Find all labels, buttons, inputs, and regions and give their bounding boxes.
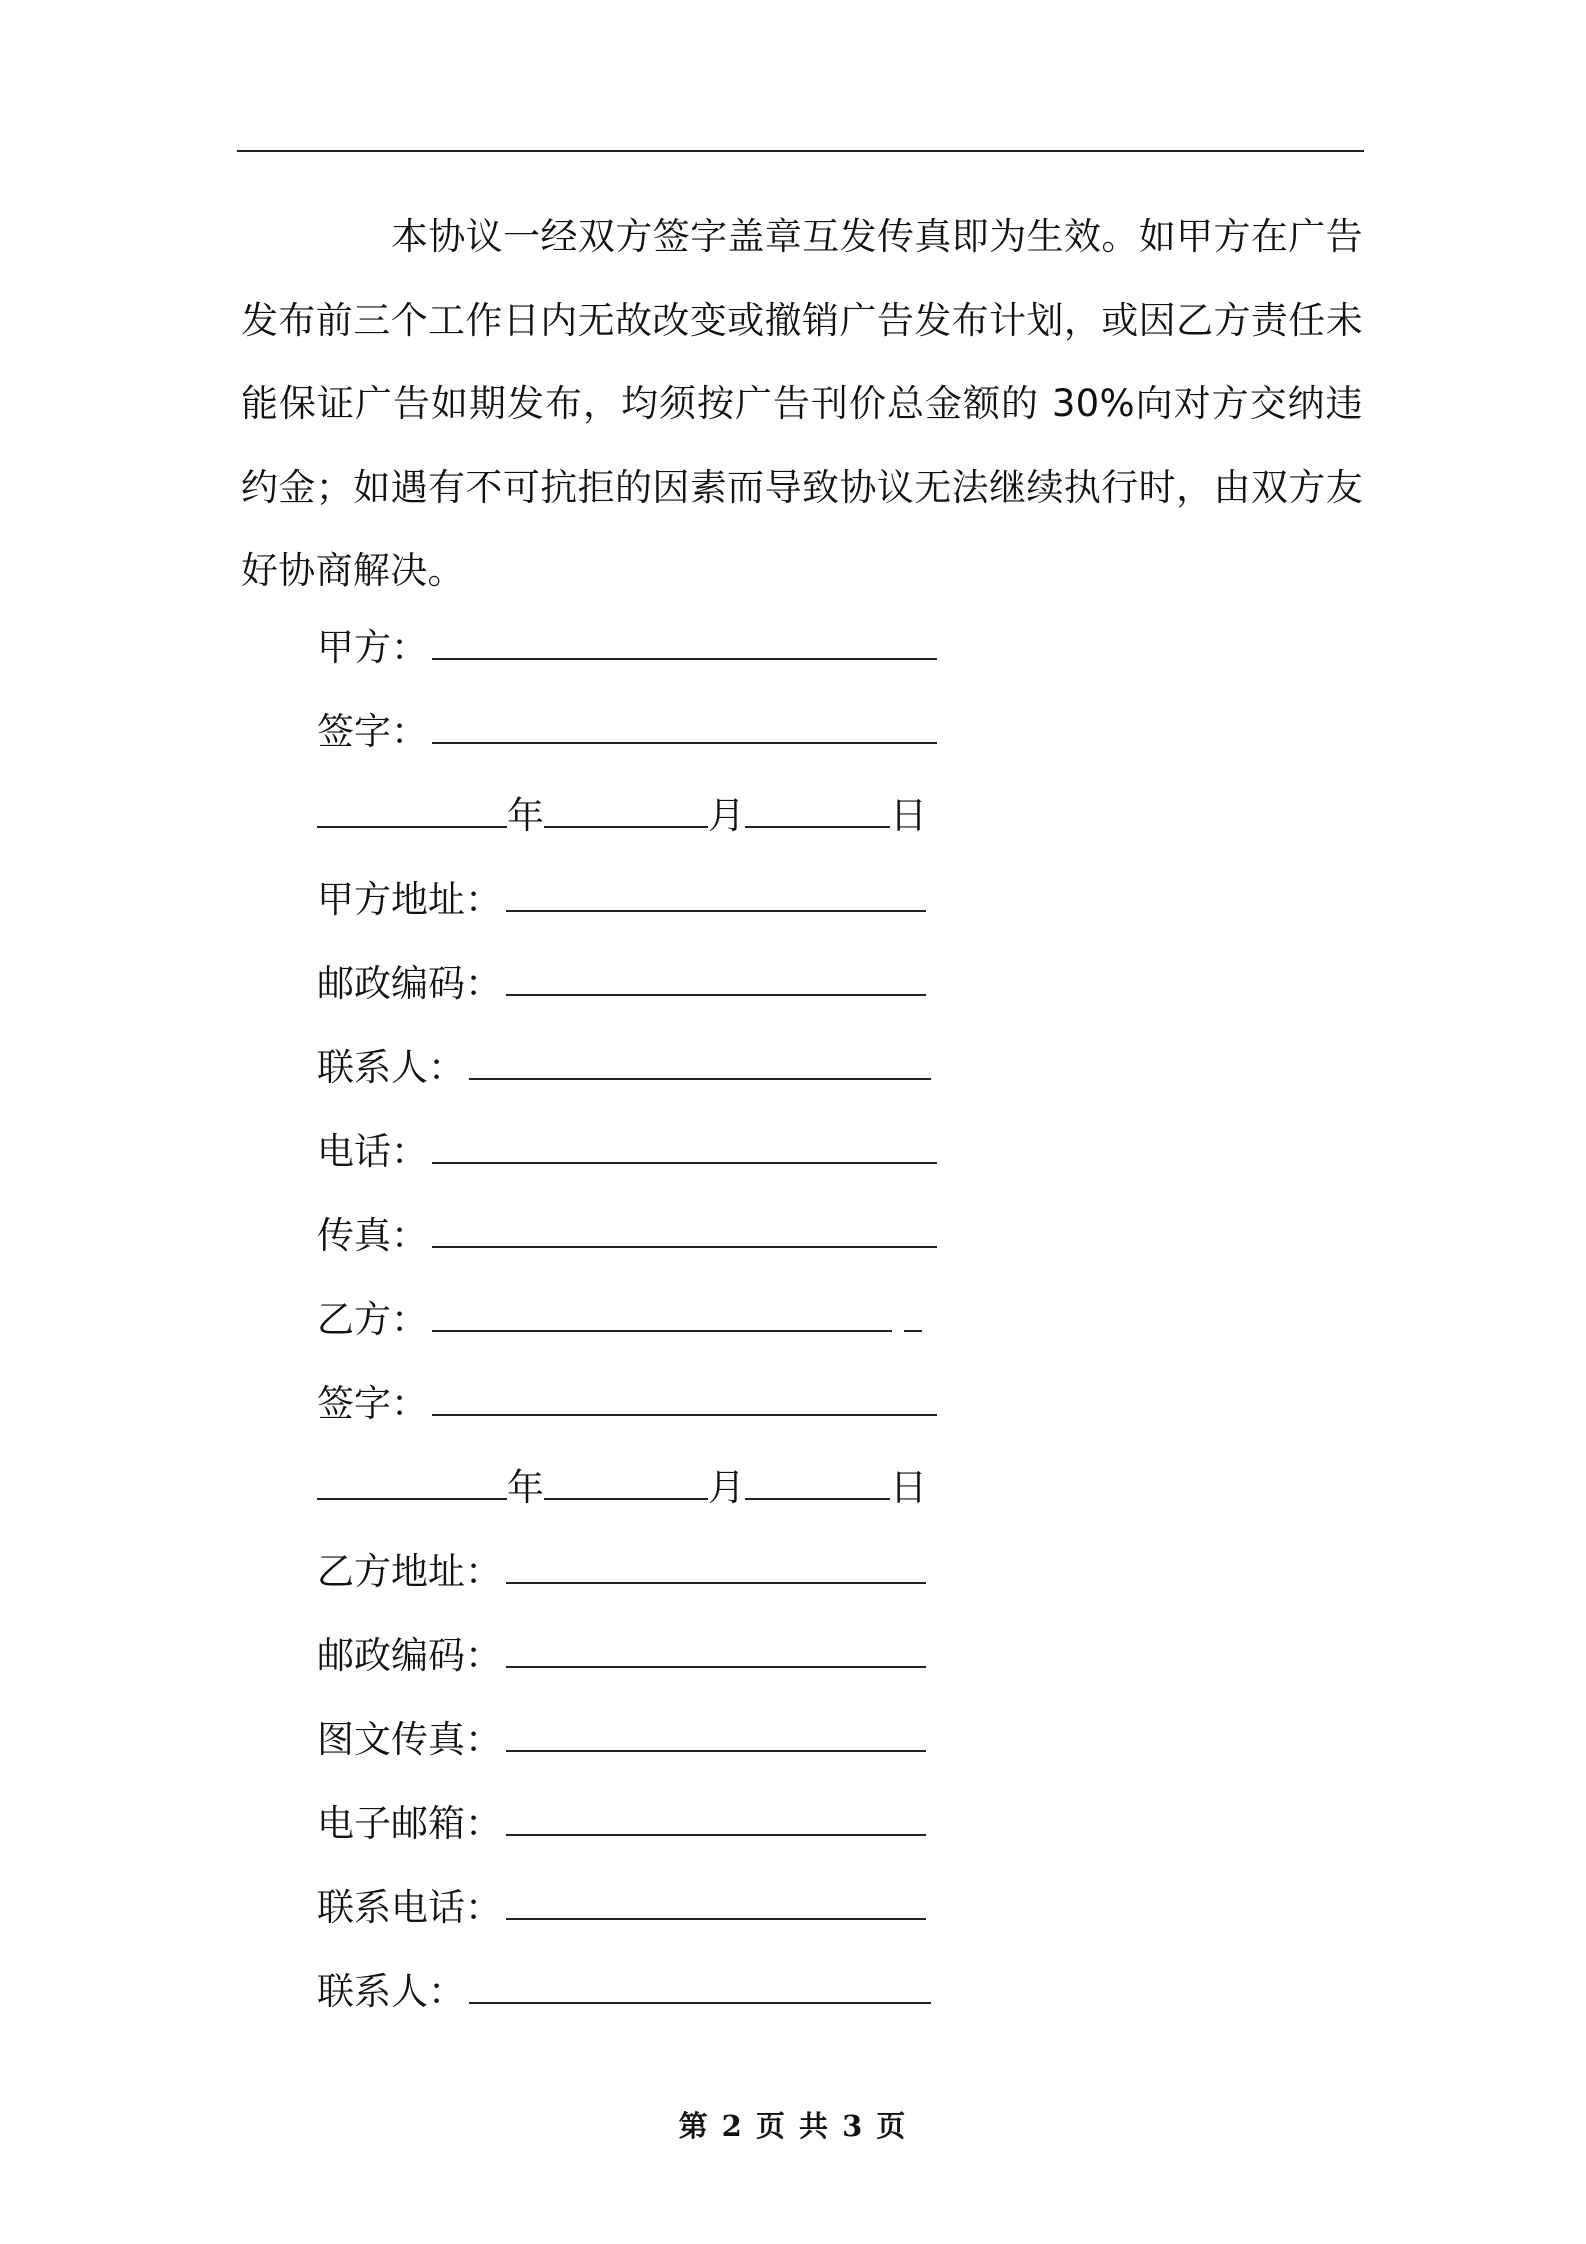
party-a-sign-row bbox=[317, 708, 937, 756]
party-b-day-blank[interactable] bbox=[745, 1468, 890, 1500]
party-b-name-tail-blank bbox=[904, 1300, 922, 1332]
party-b-name-blank[interactable] bbox=[432, 1300, 892, 1332]
party-a-day-blank[interactable] bbox=[745, 796, 890, 828]
party-b-phone-label: 联系电话： bbox=[317, 1886, 502, 1929]
party-b-year-blank[interactable] bbox=[317, 1468, 507, 1500]
party-b-contact-row bbox=[317, 1968, 931, 2016]
party-b-phone-blank[interactable] bbox=[506, 1888, 926, 1920]
party-a-fax-blank[interactable] bbox=[432, 1216, 937, 1248]
party-a-phone-row bbox=[317, 1128, 937, 1176]
party-b-date-row bbox=[317, 1464, 927, 1512]
party-b-fax-blank[interactable] bbox=[506, 1720, 926, 1752]
party-a-address-blank[interactable] bbox=[506, 880, 926, 912]
party-a-sign-blank[interactable] bbox=[432, 712, 937, 744]
party-a-postcode-row bbox=[317, 960, 926, 1008]
agreement-clause-paragraph: 本协议一经双方签字盖章互发传真即为生效。如甲方在广告发布前三个工作日内无故改变或撤销广告发布计划，或因乙方责任未能保证广告如期发布，均须按广告刊价总金额的 30%向对方交纳违约金；如遇有不可抗拒的因素而导致协议无法继续执行时，由双方友好协商解决。 bbox=[241, 215, 1363, 593]
party-a-name-row bbox=[317, 624, 937, 672]
party-b-day-label: 日 bbox=[890, 1466, 927, 1509]
header-rule bbox=[237, 150, 1364, 152]
party-b-email-label: 电子邮箱： bbox=[317, 1802, 502, 1845]
party-b-phone-row bbox=[317, 1884, 926, 1932]
party-b-email-blank[interactable] bbox=[506, 1804, 926, 1836]
party-a-name-label: 甲方： bbox=[317, 626, 428, 669]
page-number-footer: 第 2 页 共 3 页 bbox=[678, 2109, 908, 2143]
party-b-month-label: 月 bbox=[708, 1466, 745, 1509]
party-b-postcode-blank[interactable] bbox=[506, 1636, 926, 1668]
party-b-sign-row bbox=[317, 1380, 937, 1428]
party-a-name-blank[interactable] bbox=[432, 628, 937, 660]
party-b-postcode-row bbox=[317, 1632, 926, 1680]
party-a-address-label: 甲方地址： bbox=[317, 878, 502, 921]
party-a-sign-label: 签字： bbox=[317, 710, 428, 753]
party-a-fax-row bbox=[317, 1212, 937, 1260]
party-a-date-row bbox=[317, 792, 927, 840]
party-b-sign-label: 签字： bbox=[317, 1382, 428, 1425]
party-b-contact-blank[interactable] bbox=[469, 1972, 931, 2004]
party-b-month-blank[interactable] bbox=[544, 1468, 708, 1500]
party-b-year-label: 年 bbox=[507, 1466, 544, 1509]
party-b-address-blank[interactable] bbox=[506, 1552, 926, 1584]
party-b-address-label: 乙方地址： bbox=[317, 1550, 502, 1593]
party-b-postcode-label: 邮政编码： bbox=[317, 1634, 502, 1677]
party-a-year-blank[interactable] bbox=[317, 796, 507, 828]
party-b-fax-row bbox=[317, 1716, 926, 1764]
party-a-contact-label: 联系人： bbox=[317, 1046, 465, 1089]
party-b-name-label: 乙方： bbox=[317, 1298, 428, 1341]
party-a-fax-label: 传真： bbox=[317, 1214, 428, 1257]
party-a-month-label: 月 bbox=[708, 794, 745, 837]
party-b-fax-label: 图文传真： bbox=[317, 1718, 502, 1761]
party-a-postcode-label: 邮政编码： bbox=[317, 962, 502, 1005]
party-b-name-row bbox=[317, 1296, 922, 1344]
party-b-address-row bbox=[317, 1548, 926, 1596]
party-a-phone-blank[interactable] bbox=[432, 1132, 937, 1164]
party-a-year-label: 年 bbox=[507, 794, 544, 837]
party-a-phone-label: 电话： bbox=[317, 1130, 428, 1173]
party-a-postcode-blank[interactable] bbox=[506, 964, 926, 996]
party-b-contact-label: 联系人： bbox=[317, 1970, 465, 2013]
party-b-email-row bbox=[317, 1800, 926, 1848]
party-a-address-row bbox=[317, 876, 926, 924]
party-a-contact-blank[interactable] bbox=[469, 1048, 931, 1080]
party-a-day-label: 日 bbox=[890, 794, 927, 837]
party-a-contact-row bbox=[317, 1044, 931, 1092]
party-b-sign-blank[interactable] bbox=[432, 1384, 937, 1416]
party-a-month-blank[interactable] bbox=[544, 796, 708, 828]
